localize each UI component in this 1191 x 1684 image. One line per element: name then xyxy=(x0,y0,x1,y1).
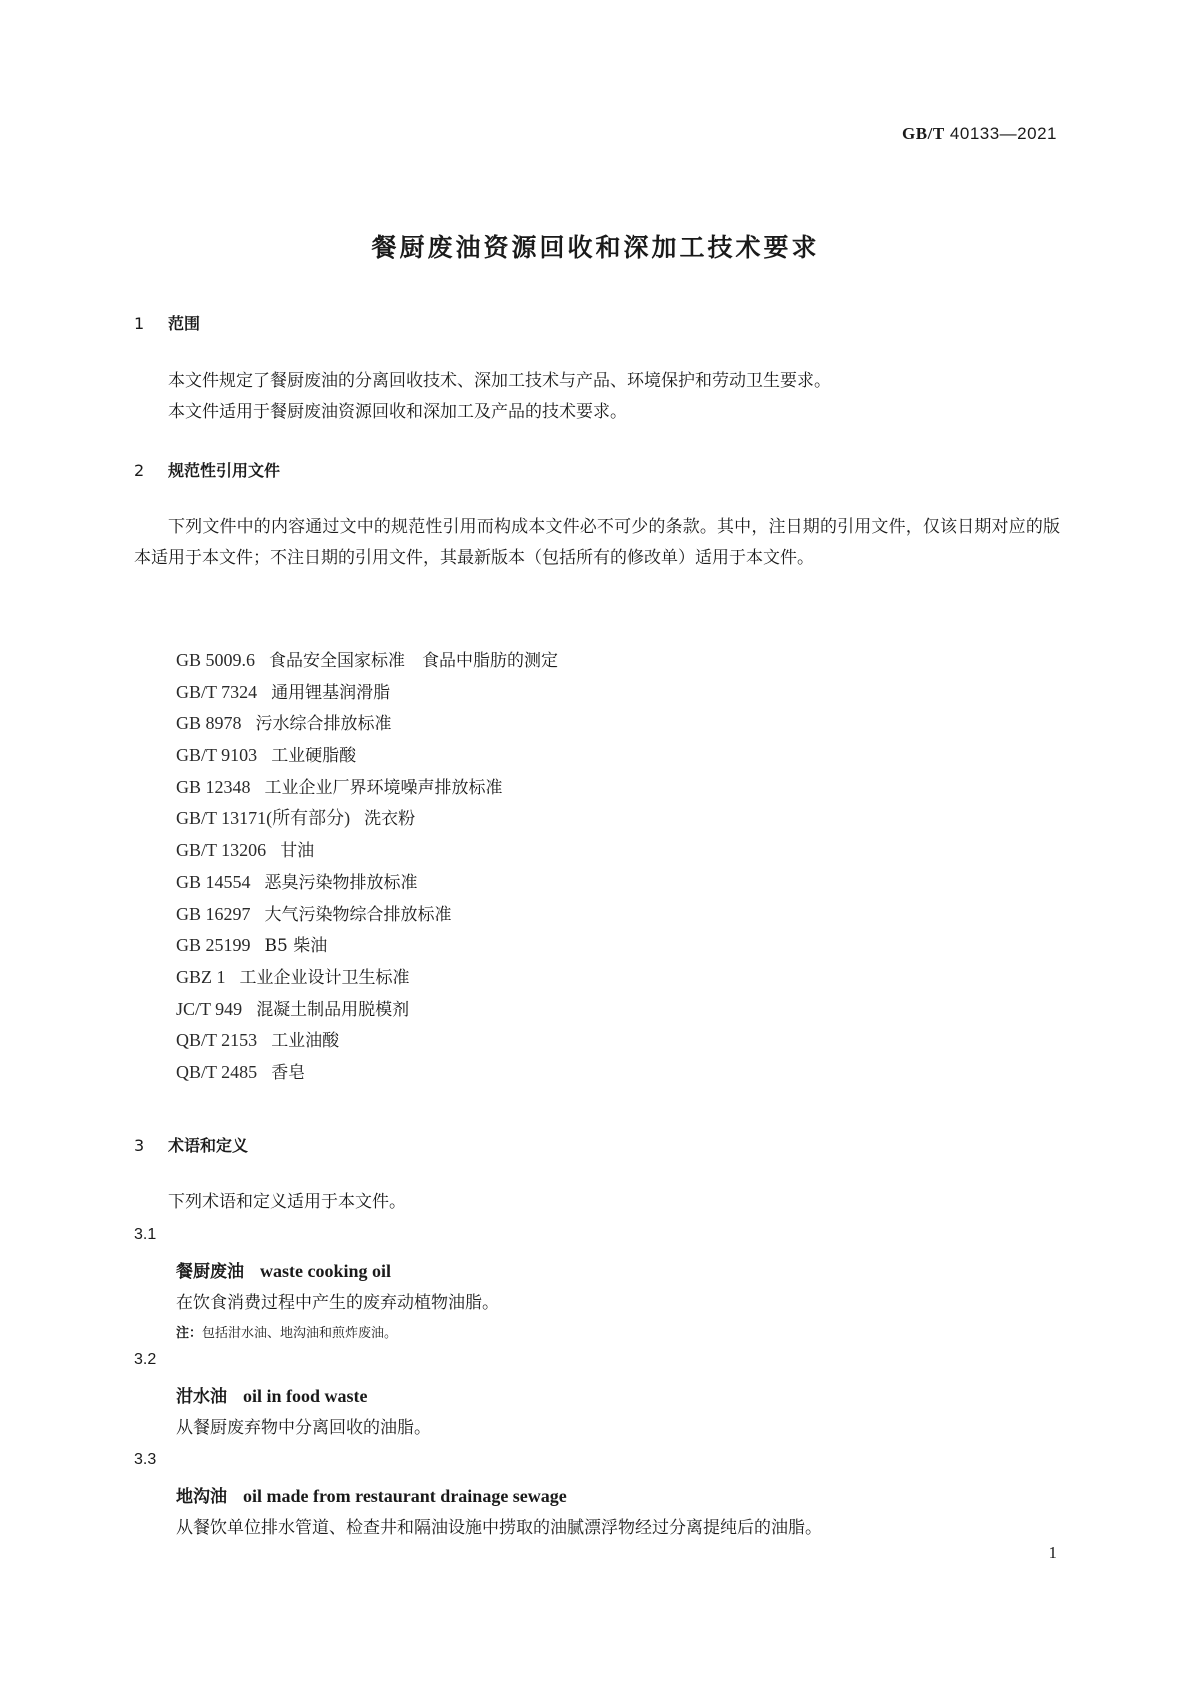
reference-list xyxy=(176,645,558,1089)
reference-item xyxy=(176,899,558,931)
reference-name: 通用锂基润滑脂 xyxy=(271,682,391,703)
reference-name: 恶臭污染物排放标准 xyxy=(264,872,418,893)
note-text: 包括泔水油、地沟油和煎炸废油。 xyxy=(202,1326,398,1341)
term-note xyxy=(176,1322,397,1341)
reference-code: GB/T 7324 xyxy=(176,681,258,702)
reference-code: GB/T 13206 xyxy=(176,840,267,861)
section-title: 术语和定义 xyxy=(168,1136,249,1155)
section-number: 1 xyxy=(134,314,145,333)
term-en: waste cooking oil xyxy=(260,1261,392,1281)
reference-item xyxy=(176,740,558,772)
reference-item xyxy=(176,867,558,899)
reference-name: 混凝土制品用脱模剂 xyxy=(256,999,410,1020)
reference-code: JC/T 949 xyxy=(176,998,243,1019)
reference-name: 工业企业厂界环境噪声排放标准 xyxy=(264,777,503,798)
reference-name: 甘油 xyxy=(280,841,315,862)
reference-name: 香皂 xyxy=(271,1062,306,1083)
term-zh: 泔水油 xyxy=(176,1387,227,1407)
section-number: 3 xyxy=(134,1136,145,1155)
reference-item xyxy=(176,677,558,709)
term-zh: 餐厨废油 xyxy=(176,1262,244,1282)
section-1-heading xyxy=(134,311,200,334)
reference-item xyxy=(176,1057,558,1089)
section-title: 范围 xyxy=(168,314,201,333)
reference-code: GB 5009.6 xyxy=(176,650,256,670)
term-heading xyxy=(176,1482,567,1507)
reference-item xyxy=(176,708,558,740)
section-3-intro: 下列术语和定义适用于本文件。 xyxy=(168,1192,406,1212)
reference-name: 工业企业设计卫生标准 xyxy=(239,967,410,988)
reference-code: QB/T 2153 xyxy=(176,1030,258,1051)
reference-item xyxy=(176,994,558,1026)
term-heading xyxy=(176,1382,368,1407)
document-number xyxy=(902,124,1057,144)
page-number: 1 xyxy=(1048,1543,1057,1562)
reference-code: GB/T 9103 xyxy=(176,745,258,766)
section-3-heading xyxy=(134,1133,248,1156)
section-number: 2 xyxy=(134,461,145,480)
term-number: 3.2 xyxy=(134,1351,157,1368)
section-title: 规范性引用文件 xyxy=(168,461,281,480)
reference-item xyxy=(176,645,558,677)
section-1-paragraph-2: 本文件适用于餐厨废油资源回收和深加工及产品的技术要求。 xyxy=(168,402,627,422)
term-definition: 从餐饮单位排水管道、检查井和隔油设施中捞取的油腻漂浮物经过分离提纯后的油脂。 xyxy=(176,1518,822,1538)
reference-item xyxy=(176,1025,558,1057)
reference-item xyxy=(176,930,558,962)
reference-name: 污水综合排放标准 xyxy=(255,714,392,735)
reference-code: GBZ 1 xyxy=(176,966,226,987)
reference-item xyxy=(176,803,558,835)
reference-name: B5 柴油 xyxy=(264,936,328,957)
reference-code: GB 8978 xyxy=(176,713,242,734)
term-en: oil in food waste xyxy=(243,1386,368,1406)
reference-name: 大气污染物综合排放标准 xyxy=(264,904,452,925)
term-definition: 从餐厨废弃物中分离回收的油脂。 xyxy=(176,1418,431,1438)
reference-code: QB/T 2485 xyxy=(176,1061,258,1082)
reference-code: GB 12348 xyxy=(176,776,251,797)
reference-name: 食品安全国家标准 食品中脂肪的测定 xyxy=(269,651,559,671)
document-title: 餐厨废油资源回收和深加工技术要求 xyxy=(371,233,820,262)
doc-code: 40133—2021 xyxy=(949,124,1057,143)
reference-name: 洗衣粉 xyxy=(364,809,416,830)
section-2-intro: 下列文件中的内容通过文中的规范性引用而构成本文件必不可少的条款。其中，注日期的引用文件，仅该日期对应的版本适用于本文件；不注日期的引用文件，其最新版本（包括所有的修改单）适用于本文件。 xyxy=(134,517,1060,568)
section-2-heading xyxy=(134,458,280,481)
reference-item xyxy=(176,962,558,994)
reference-code: GB 25199 xyxy=(176,935,251,956)
term-zh: 地沟油 xyxy=(176,1487,227,1507)
term-definition: 在饮食消费过程中产生的废弃动植物油脂。 xyxy=(176,1293,499,1313)
reference-name: 工业硬脂酸 xyxy=(271,746,357,767)
reference-code: GB/T 13171(所有部分) xyxy=(176,808,351,829)
reference-item xyxy=(176,835,558,867)
reference-code: GB 14554 xyxy=(176,871,251,892)
reference-name: 工业油酸 xyxy=(271,1031,340,1052)
term-number: 3.3 xyxy=(134,1451,157,1468)
term-en: oil made from restaurant drainage sewage xyxy=(243,1486,567,1506)
term-number: 3.1 xyxy=(134,1226,157,1243)
reference-item xyxy=(176,772,558,804)
doc-prefix: GB/T xyxy=(902,124,945,143)
reference-code: GB 16297 xyxy=(176,903,251,924)
note-label: 注： xyxy=(176,1326,203,1341)
section-1-paragraph-1: 本文件规定了餐厨废油的分离回收技术、深加工技术与产品、环境保护和劳动卫生要求。 xyxy=(168,371,831,391)
term-heading xyxy=(176,1257,391,1282)
